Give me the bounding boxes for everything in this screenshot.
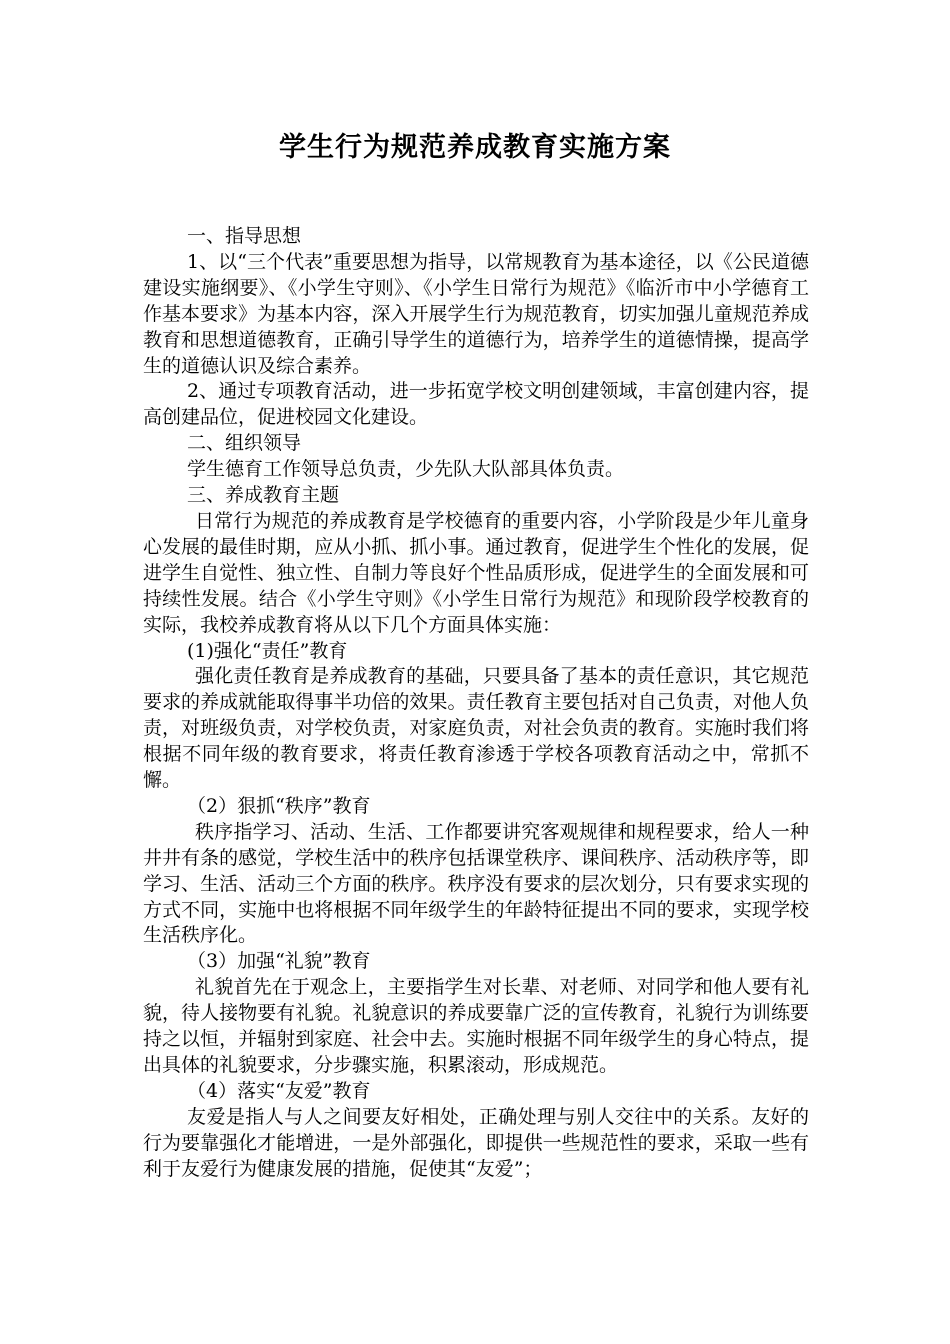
paragraph-courtesy: 礼貌首先在于观念上，主要指学生对长辈、对老师、对同学和他人要有礼貌，待人接物要有礼貌。礼貌意识的养成要靠广泛的宣传教育，礼貌行为训练要持之以恒，并辐射到家庭、社会中去。实施时根据不同年级学生的身心特点，提出具体的礼貌要求，分步骤实施，积累滚动，形成规范。 [143,976,809,1076]
paragraph-friendliness: 友爱是指人与人之间要友好相处，正确处理与别人交往中的关系。友好的行为要靠强化才能增进，一是外部强化，即提供一些规范性的要求，采取一些有利于友爱行为健康发展的措施，促使其“友爱”； [143,1105,809,1180]
section-heading-guiding-thought: 一、指导思想 [187,225,302,247]
subheading-courtesy: （3）加强“礼貌”教育 [187,950,371,973]
paragraph-order: 秩序指学习、活动、生活、工作都要讲究客观规律和规程要求，给人一种井井有条的感觉，学校生活中的秩序包括课堂秩序、课间秩序、活动秩序等，即学习、生活、活动三个方面的秩序。秩序没有要求的层次划分，只有要求实现的方式不同，实施中也将根据不同年级学生的年龄特征提出不同的要求，实现学校生活秩序化。 [143,820,809,947]
paragraph-organization: 学生德育工作领导总负责，少先队大队部具体负责。 [187,458,625,481]
section-heading-organization: 二、组织领导 [187,432,302,455]
paragraph-responsibility: 强化责任教育是养成教育的基础，只要具备了基本的责任意识，其它规范要求的养成就能取得事半功倍的效果。责任教育主要包括对自己负责，对他人负责，对班级负责，对学校负责，对家庭负责，对社会负责的教育。实施时我们将根据不同年级的教育要求，将责任教育渗透于学校各项教育活动之中，常抓不懈。 [143,665,809,792]
document-body [143,224,809,1183]
subheading-responsibility: (1)强化“责任”教育 [187,639,348,662]
document-title: 学生行为规范养成教育实施方案 [279,132,671,163]
paragraph-theme: 日常行为规范的养成教育是学校德育的重要内容，小学阶段是少年儿童身心发展的最佳时期，应从小抓、抓小事。通过教育，促进学生个性化的发展，促进学生自觉性、独立性、自制力等良好个性品质形成，促进学生的全面发展和可持续性发展。结合《小学生守则》《小学生日常行为规范》和现阶段学校教育的实际，我校养成教育将从以下几个方面具体实施： [143,509,809,636]
subheading-order: （2）狠抓“秩序”教育 [187,794,371,817]
paragraph-guiding-2: 2、通过专项教育活动，进一步拓宽学校文明创建领域，丰富创建内容，提高创建品位，促进校园文化建设。 [143,380,809,429]
subheading-friendliness: （4）落实“友爱”教育 [187,1079,371,1102]
section-heading-theme: 三、养成教育主题 [187,484,340,507]
paragraph-guiding-1: 1、以“三个代表”重要思想为指导，以常规教育为基本途径，以《公民道德建设实施纲要》、《小学生守则》、《小学生日常行为规范》《临沂市中小学德育工作基本要求》为基本内容，深入开展学生行为规范教育，切实加强儿童规范养成教育和思想道德教育，正确引导学生的道德行为，培养学生的道德情操，提高学生的道德认识及综合素养。 [143,250,809,377]
